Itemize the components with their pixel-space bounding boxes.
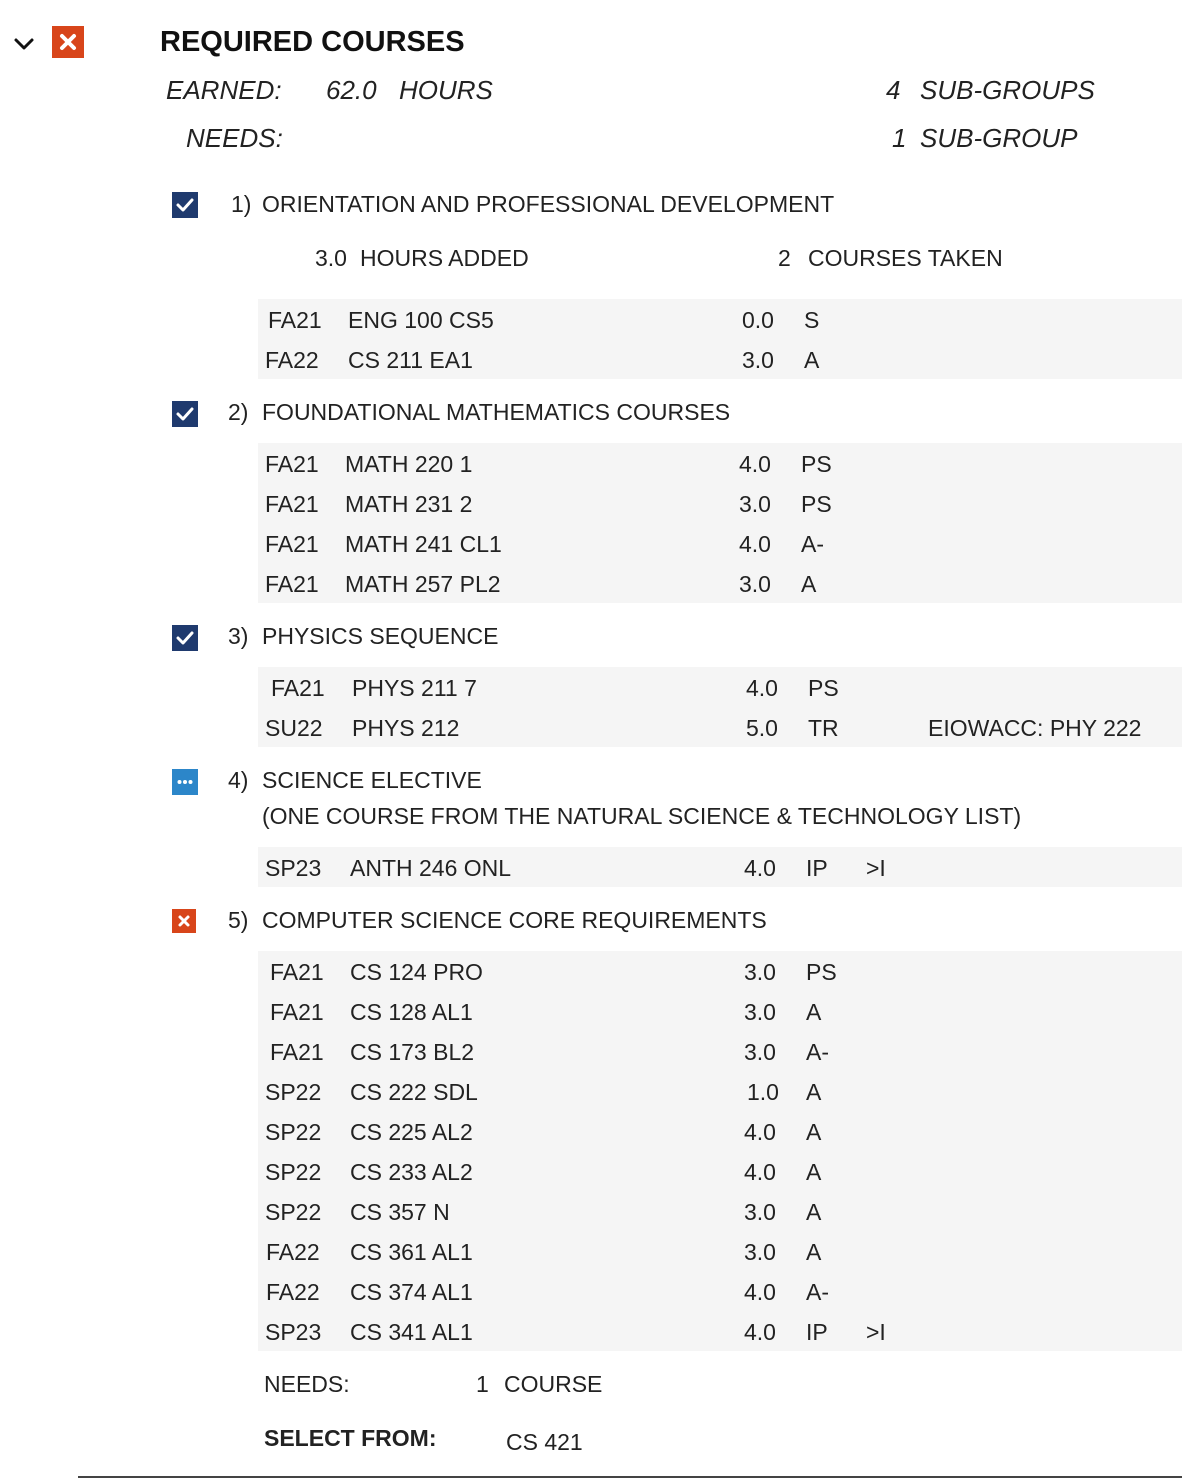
course-cell: ANTH 246 ONL (350, 855, 512, 881)
grade-cell: A (806, 1079, 822, 1105)
grade-cell: PS (801, 491, 832, 517)
course-table (258, 667, 1182, 747)
grade-cell: A (806, 1239, 822, 1265)
group-title: ORIENTATION AND PROFESSIONAL DEVELOPMENT (262, 191, 835, 217)
course-table (258, 951, 1182, 1351)
course-cell: MATH 231 2 (345, 491, 473, 517)
needs-count: 1 (892, 123, 907, 153)
course-cell: CS 225 AL2 (350, 1119, 473, 1145)
group-title: COMPUTER SCIENCE CORE REQUIREMENTS (262, 907, 767, 933)
grade-cell: PS (806, 959, 837, 985)
select-from-course-link[interactable]: CS 421 (506, 1429, 583, 1455)
term-cell: FA21 (265, 571, 319, 597)
subgroups-count: 4 (886, 75, 901, 105)
grade-cell: A (806, 1159, 822, 1185)
incomplete-status-icon (172, 909, 196, 933)
grade-cell: TR (808, 715, 839, 741)
term-cell: SP22 (265, 1159, 322, 1185)
term-cell: FA21 (270, 999, 324, 1025)
table-row[interactable] (258, 1231, 1182, 1271)
grade-note: >I (866, 1319, 886, 1345)
hours-cell: 4.0 (746, 675, 778, 701)
table-row[interactable] (258, 951, 1182, 991)
hours-cell: 0.0 (742, 307, 774, 333)
course-cell: ENG 100 CS5 (348, 307, 494, 333)
close-icon (172, 909, 196, 933)
more-icon (172, 769, 198, 795)
term-cell: SP22 (265, 1199, 322, 1225)
close-icon (52, 26, 84, 58)
hours-cell: 4.0 (739, 451, 771, 477)
needs-label: NEEDS: (186, 123, 283, 153)
course-cell: CS 233 AL2 (350, 1159, 473, 1185)
term-cell: SU22 (265, 715, 323, 741)
grade-cell: A- (806, 1039, 829, 1065)
course-cell: CS 341 AL1 (350, 1319, 473, 1345)
term-cell: FA21 (271, 675, 325, 701)
group-title: FOUNDATIONAL MATHEMATICS COURSES (262, 399, 731, 425)
check-icon (172, 192, 198, 218)
select-from-label: SELECT FROM: (264, 1425, 437, 1451)
in-progress-status-icon (172, 769, 198, 795)
transfer-note: EIOWACC: PHY 222 (928, 715, 1142, 741)
table-row[interactable] (258, 847, 1182, 887)
divider (78, 1476, 1182, 1478)
hours-cell: 4.0 (739, 531, 771, 557)
table-row[interactable] (258, 1311, 1182, 1351)
course-table (258, 443, 1182, 603)
hours-cell: 3.0 (744, 999, 776, 1025)
group-number: 5) (228, 907, 249, 933)
earned-value: 62.0 (326, 75, 377, 105)
table-row[interactable] (258, 1111, 1182, 1151)
term-cell: FA21 (265, 491, 319, 517)
term-cell: FA22 (266, 1279, 320, 1305)
course-cell: PHYS 212 (352, 715, 460, 741)
term-cell: SP23 (265, 855, 322, 881)
grade-cell: IP (806, 855, 828, 881)
needs-unit: SUB-GROUP (920, 123, 1078, 153)
hours-cell: 4.0 (744, 1319, 776, 1345)
hours-cell: 3.0 (744, 1199, 776, 1225)
grade-cell: A (806, 1119, 822, 1145)
table-row[interactable] (258, 483, 1182, 523)
hours-cell: 4.0 (744, 855, 776, 881)
table-row[interactable] (258, 1071, 1182, 1111)
earned-label: EARNED: (166, 75, 282, 105)
table-row[interactable] (258, 299, 1182, 339)
term-cell: FA21 (265, 531, 319, 557)
hours-cell: 4.0 (744, 1279, 776, 1305)
table-row[interactable] (258, 707, 1182, 747)
table-row[interactable] (258, 1271, 1182, 1311)
term-cell: SP23 (265, 1319, 322, 1345)
earned-unit: HOURS (399, 75, 493, 105)
course-table (258, 847, 1182, 887)
hours-cell: 5.0 (746, 715, 778, 741)
incomplete-status-icon (52, 26, 84, 58)
course-table (258, 299, 1182, 379)
group-title: SCIENCE ELECTIVE (262, 767, 482, 793)
complete-status-icon (172, 192, 198, 218)
term-cell: SP22 (265, 1079, 322, 1105)
complete-status-icon (172, 401, 198, 427)
grade-cell: A (804, 347, 820, 373)
group-subtitle: (ONE COURSE FROM THE NATURAL SCIENCE & TECHNOLOGY LIST) (262, 803, 1022, 829)
chevron-down-icon[interactable] (12, 32, 36, 56)
table-row[interactable] (258, 443, 1182, 483)
course-cell: CS 128 AL1 (350, 999, 473, 1025)
course-cell: MATH 257 PL2 (345, 571, 501, 597)
grade-cell: A- (806, 1279, 829, 1305)
table-row[interactable] (258, 991, 1182, 1031)
term-cell: FA21 (265, 451, 319, 477)
hours-cell: 4.0 (744, 1119, 776, 1145)
course-cell: CS 357 N (350, 1199, 450, 1225)
check-icon (172, 625, 198, 651)
grade-cell: A (806, 1199, 822, 1225)
courses-taken-value: 2 (778, 245, 791, 271)
group-number: 2) (228, 399, 249, 425)
term-cell: FA21 (270, 959, 324, 985)
grade-cell: A (801, 571, 817, 597)
grade-cell: PS (808, 675, 839, 701)
course-cell: CS 374 AL1 (350, 1279, 473, 1305)
course-cell: CS 211 EA1 (348, 347, 473, 373)
hours-cell: 4.0 (744, 1159, 776, 1185)
course-cell: MATH 220 1 (345, 451, 473, 477)
group-number: 1) (231, 191, 252, 217)
course-cell: MATH 241 CL1 (345, 531, 502, 557)
table-row[interactable] (258, 523, 1182, 563)
hours-cell: 3.0 (744, 1039, 776, 1065)
grade-cell: A (806, 999, 822, 1025)
hours-cell: 3.0 (739, 491, 771, 517)
courses-taken-label: COURSES TAKEN (808, 245, 1003, 271)
hours-cell: 1.0 (747, 1079, 779, 1105)
course-cell: CS 124 PRO (350, 959, 483, 985)
grade-note: >I (866, 855, 886, 881)
group-needs-unit: COURSE (504, 1371, 603, 1397)
hours-added-value: 3.0 (315, 245, 347, 271)
term-cell: FA21 (268, 307, 322, 333)
table-row[interactable] (258, 667, 1182, 707)
hours-cell: 3.0 (744, 959, 776, 985)
course-cell: CS 173 BL2 (350, 1039, 475, 1065)
course-cell: CS 361 AL1 (350, 1239, 473, 1265)
hours-added-label: HOURS ADDED (360, 245, 529, 271)
group-needs-count: 1 (476, 1371, 489, 1397)
table-row[interactable] (258, 563, 1182, 603)
course-cell: PHYS 211 7 (352, 675, 477, 701)
term-cell: SP22 (265, 1119, 322, 1145)
grade-cell: PS (801, 451, 832, 477)
check-icon (172, 401, 198, 427)
complete-status-icon (172, 625, 198, 651)
grade-cell: S (804, 307, 820, 333)
page-title: REQUIRED COURSES (160, 26, 465, 58)
hours-cell: 3.0 (742, 347, 774, 373)
table-row[interactable] (258, 1031, 1182, 1071)
hours-cell: 3.0 (739, 571, 771, 597)
term-cell: FA21 (270, 1039, 324, 1065)
table-row[interactable] (258, 1191, 1182, 1231)
group-number: 4) (228, 767, 249, 793)
table-row[interactable] (258, 339, 1182, 379)
term-cell: FA22 (266, 1239, 320, 1265)
group-needs-label: NEEDS: (264, 1371, 350, 1397)
table-row[interactable] (258, 1151, 1182, 1191)
term-cell: FA22 (265, 347, 319, 373)
grade-cell: IP (806, 1319, 828, 1345)
group-number: 3) (228, 623, 249, 649)
group-title: PHYSICS SEQUENCE (262, 623, 499, 649)
subgroups-label: SUB-GROUPS (920, 75, 1095, 105)
course-cell: CS 222 SDL (350, 1079, 478, 1105)
hours-cell: 3.0 (744, 1239, 776, 1265)
grade-cell: A- (801, 531, 824, 557)
